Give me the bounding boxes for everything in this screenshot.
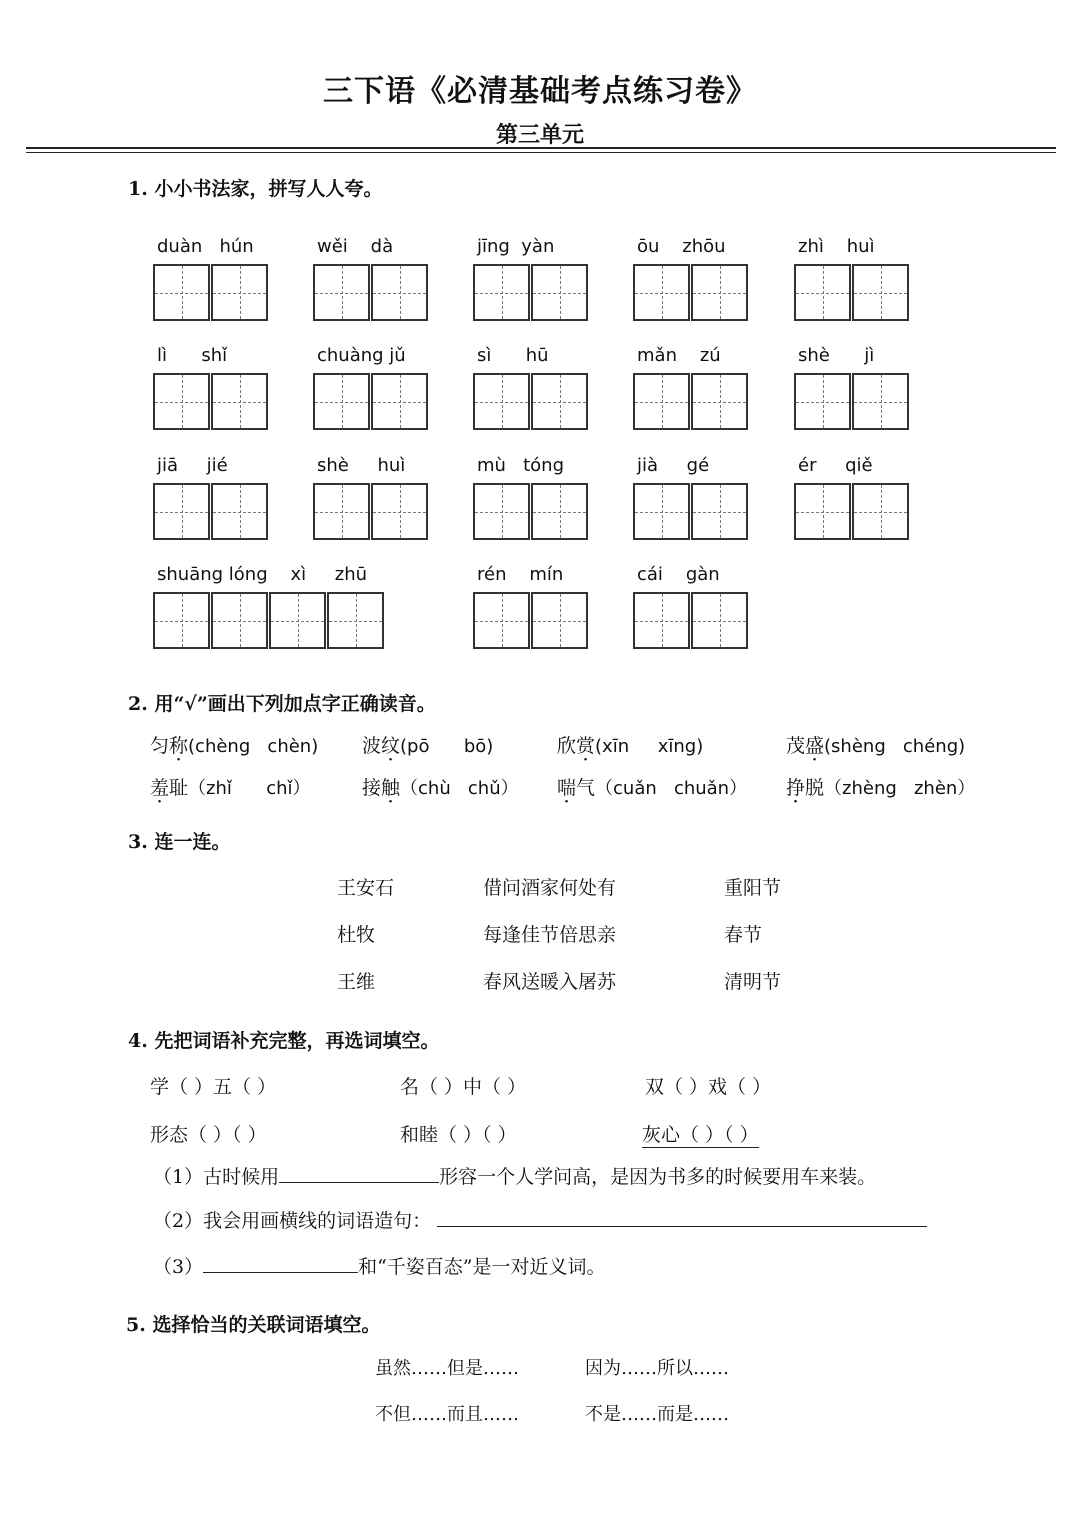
header-divider — [26, 147, 1056, 149]
poem-line[interactable]: 每逢佳节倍思亲 — [483, 924, 617, 946]
pinyin-item — [633, 236, 749, 321]
writing-cell[interactable] — [531, 592, 588, 649]
writing-cell[interactable] — [313, 264, 370, 321]
tian-zi-ge — [633, 373, 749, 430]
answer-blank[interactable] — [279, 1182, 439, 1183]
tian-zi-ge — [313, 483, 429, 540]
pinyin-label: shè huì — [317, 455, 406, 476]
conjunction-option-4: 不是……而是…… — [585, 1404, 729, 1425]
question-3-heading: 3. 连一连。 — [128, 831, 231, 853]
writing-cell[interactable] — [633, 592, 690, 649]
answer-blank[interactable] — [203, 1272, 358, 1273]
writing-cell[interactable] — [473, 592, 530, 649]
pinyin-item — [153, 345, 269, 430]
festival-name[interactable]: 清明节 — [724, 971, 782, 993]
answer-blank[interactable] — [437, 1226, 927, 1227]
writing-cell[interactable] — [371, 483, 428, 540]
pinyin-label: wěi dà — [317, 236, 394, 257]
question-4-heading: 4. 先把词语补充完整，再选词填空。 — [128, 1030, 440, 1052]
tian-zi-ge — [153, 373, 269, 430]
pinyin-label: zhì huì — [798, 236, 875, 257]
writing-cell[interactable] — [794, 264, 851, 321]
tian-zi-ge — [473, 373, 589, 430]
pinyin-item — [313, 236, 429, 321]
dotted-character: 触 — [381, 777, 401, 799]
pinyin-options[interactable]: (xīn xīng) — [595, 736, 704, 757]
poem-line[interactable]: 春风送暖入屠苏 — [483, 971, 617, 993]
festival-name[interactable]: 春节 — [724, 924, 763, 946]
writing-cell[interactable] — [794, 373, 851, 430]
pinyin-item — [633, 564, 749, 649]
page-subtitle: 第三单元 — [495, 122, 584, 148]
pinyin-label: jīng yàn — [477, 236, 555, 257]
pinyin-label: ér qiě — [798, 455, 873, 476]
tian-zi-ge — [313, 264, 429, 321]
writing-cell[interactable] — [852, 483, 909, 540]
pronunciation-item: 羞耻（zhǐ chǐ） — [150, 777, 311, 799]
writing-cell[interactable] — [153, 592, 210, 649]
writing-cell[interactable] — [531, 483, 588, 540]
tian-zi-ge — [153, 483, 269, 540]
writing-cell[interactable] — [211, 592, 268, 649]
writing-cell[interactable] — [153, 373, 210, 430]
sentence-3: （3） 和“千姿百态”是一对近义词。 — [153, 1256, 606, 1278]
pinyin-item — [153, 236, 269, 321]
pinyin-label: shuāng lóng xì zhū — [157, 564, 368, 585]
tian-zi-ge — [473, 264, 589, 321]
writing-cell[interactable] — [473, 373, 530, 430]
pinyin-options[interactable]: (chèng chèn) — [188, 736, 319, 757]
poet-name[interactable]: 杜牧 — [337, 924, 376, 946]
conjunction-option-2: 因为……所以…… — [585, 1358, 729, 1379]
pronunciation-item: 喘气（cuǎn chuǎn） — [557, 777, 748, 799]
tian-zi-ge — [794, 373, 910, 430]
tian-zi-ge — [313, 373, 429, 430]
pronunciation-item: 茂盛(shèng chéng) — [786, 735, 966, 757]
dotted-character: 喘 — [557, 777, 577, 799]
fill-word-1: 学（ ）五（ ） — [150, 1076, 277, 1098]
writing-cell[interactable] — [211, 483, 268, 540]
pinyin-item — [633, 455, 749, 540]
pinyin-item — [794, 345, 910, 430]
writing-cell[interactable] — [211, 373, 268, 430]
writing-cell[interactable] — [852, 264, 909, 321]
pinyin-options[interactable]: （cuǎn chuǎn） — [595, 778, 748, 799]
writing-cell[interactable] — [473, 483, 530, 540]
tian-zi-ge — [473, 483, 589, 540]
writing-cell[interactable] — [371, 373, 428, 430]
writing-cell[interactable] — [633, 264, 690, 321]
pronunciation-item: 挣脱（zhèng zhèn） — [786, 777, 976, 799]
pinyin-label: duàn hún — [157, 236, 254, 257]
tian-zi-ge — [794, 264, 910, 321]
tian-zi-ge — [473, 592, 589, 649]
poem-line[interactable]: 借问酒家何处有 — [483, 877, 617, 899]
pinyin-options[interactable]: （zhèng zhèn） — [824, 778, 976, 799]
writing-cell[interactable] — [633, 373, 690, 430]
pronunciation-item: 匀称(chèng chèn) — [150, 735, 319, 757]
tian-zi-ge — [633, 592, 749, 649]
pinyin-options[interactable]: （zhǐ chǐ） — [188, 778, 311, 799]
pinyin-label: jià gé — [637, 455, 710, 476]
pinyin-label: lì shǐ — [157, 345, 228, 366]
pinyin-label: jiā jié — [157, 455, 228, 476]
sentence-2: （2）我会用画横线的词语造句： — [153, 1206, 927, 1233]
question-2-heading: 2. 用“√”画出下列加点字正确读音。 — [128, 693, 436, 715]
pinyin-item — [473, 455, 589, 540]
pinyin-label: chuàng jǔ — [317, 345, 406, 366]
fill-word-5: 和睦（ ）（ ） — [400, 1124, 517, 1146]
fill-word-6-underlined: 灰心（ ）（ ） — [642, 1120, 759, 1148]
sentence-1: （1）古时候用 形容一个人学问高，是因为书多的时候要用车来装。 — [153, 1166, 877, 1188]
tian-zi-ge — [153, 592, 385, 649]
writing-cell[interactable] — [153, 264, 210, 321]
poet-name[interactable]: 王安石 — [337, 877, 395, 899]
pinyin-label: sì hū — [477, 345, 549, 366]
writing-cell[interactable] — [691, 373, 748, 430]
pinyin-item — [153, 564, 385, 649]
fill-word-4: 形态（ ）（ ） — [150, 1124, 267, 1146]
pinyin-item — [313, 345, 429, 430]
festival-name[interactable]: 重阳节 — [724, 877, 782, 899]
dotted-character: 盛 — [805, 735, 825, 757]
pinyin-item — [633, 345, 749, 430]
dotted-character: 赏 — [576, 735, 596, 757]
poet-name[interactable]: 王维 — [337, 971, 376, 993]
writing-cell[interactable] — [531, 264, 588, 321]
dotted-character: 纹 — [381, 735, 401, 757]
pinyin-label: rén mín — [477, 564, 564, 585]
pinyin-item — [794, 236, 910, 321]
pinyin-item — [313, 455, 429, 540]
tian-zi-ge — [633, 483, 749, 540]
dotted-character: 羞 — [150, 777, 170, 799]
writing-cell[interactable] — [794, 483, 851, 540]
pinyin-options[interactable]: （chù chǔ） — [400, 778, 519, 799]
writing-cell[interactable] — [313, 373, 370, 430]
pinyin-item — [473, 345, 589, 430]
pinyin-item — [794, 455, 910, 540]
header-divider-thin — [26, 152, 1056, 153]
writing-cell[interactable] — [269, 592, 326, 649]
writing-cell[interactable] — [473, 264, 530, 321]
pinyin-label: ōu zhōu — [637, 236, 726, 257]
page-title: 三下语《必清基础考点练习卷》 — [323, 74, 757, 109]
pinyin-item — [473, 236, 589, 321]
fill-word-3: 双（ ）戏（ ） — [645, 1076, 772, 1098]
writing-cell[interactable] — [371, 264, 428, 321]
pinyin-options[interactable]: (pō bō) — [400, 736, 494, 757]
question-1-heading: 1. 小小书法家，拼写人人夸。 — [128, 178, 383, 200]
tian-zi-ge — [633, 264, 749, 321]
writing-cell[interactable] — [211, 264, 268, 321]
pronunciation-item: 接触（chù chǔ） — [362, 777, 519, 799]
writing-cell[interactable] — [327, 592, 384, 649]
pinyin-label: mǎn zú — [637, 345, 721, 366]
writing-cell[interactable] — [153, 483, 210, 540]
pinyin-label: cái gàn — [637, 564, 720, 585]
dotted-character: 挣 — [786, 777, 806, 799]
writing-cell[interactable] — [691, 264, 748, 321]
conjunction-option-1: 虽然……但是…… — [375, 1358, 519, 1379]
tian-zi-ge — [153, 264, 269, 321]
writing-cell[interactable] — [633, 483, 690, 540]
pinyin-label: shè jì — [798, 345, 875, 366]
writing-cell[interactable] — [531, 373, 588, 430]
writing-cell[interactable] — [691, 592, 748, 649]
writing-cell[interactable] — [852, 373, 909, 430]
conjunction-option-3: 不但……而且…… — [375, 1404, 519, 1425]
pronunciation-item: 波纹(pō bō) — [362, 735, 494, 757]
pinyin-item — [473, 564, 589, 649]
pronunciation-item: 欣赏(xīn xīng) — [557, 735, 704, 757]
fill-word-2: 名（ ）中（ ） — [400, 1076, 527, 1098]
pinyin-label: mù tóng — [477, 455, 565, 476]
question-5-heading: 5. 选择恰当的关联词语填空。 — [126, 1314, 381, 1336]
writing-cell[interactable] — [313, 483, 370, 540]
writing-cell[interactable] — [691, 483, 748, 540]
pinyin-item — [153, 455, 269, 540]
pinyin-options[interactable]: (shèng chéng) — [824, 736, 966, 757]
tian-zi-ge — [794, 483, 910, 540]
dotted-character: 称 — [169, 735, 189, 757]
